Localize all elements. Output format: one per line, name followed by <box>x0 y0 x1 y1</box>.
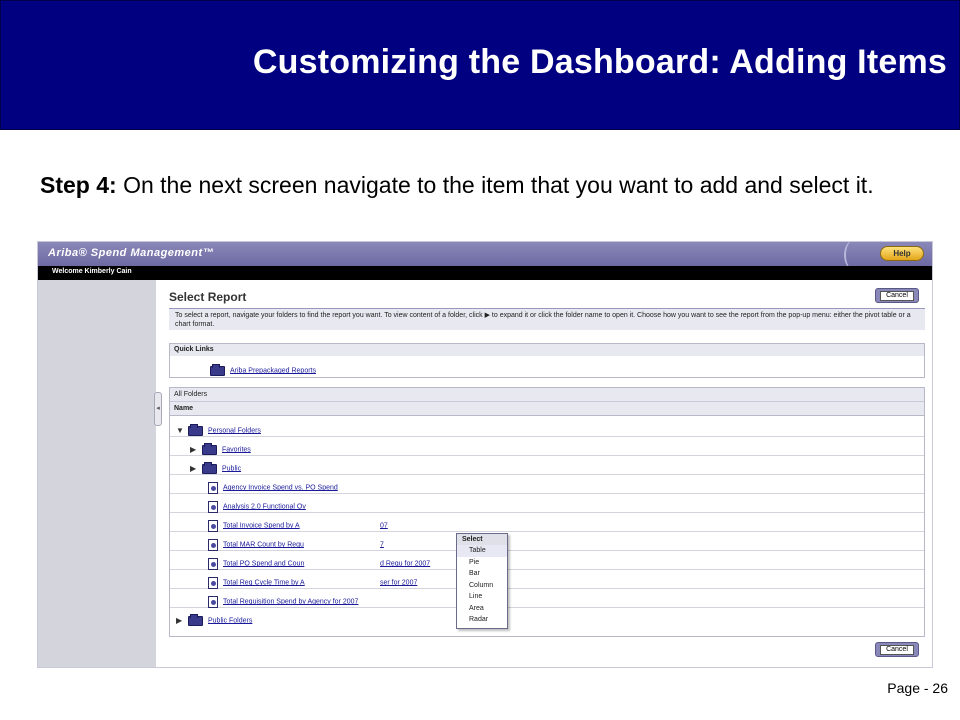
report-icon <box>208 501 218 513</box>
title-banner <box>0 0 960 130</box>
public-link[interactable]: Public <box>222 465 242 473</box>
report-link-tail[interactable]: ser for 2007 <box>380 579 418 587</box>
folder-icon <box>202 464 217 474</box>
report-icon <box>208 520 218 532</box>
menu-item-area[interactable]: Area <box>469 604 484 612</box>
folder-icon <box>188 616 203 626</box>
report-row <box>170 570 924 589</box>
quick-link-item[interactable] <box>210 362 316 380</box>
step-text: On the next screen navigate to the item that you want to add and select it. <box>116 172 874 198</box>
report-link[interactable]: Agency Invoice Spend vs. PO Spend <box>223 484 338 492</box>
cancel-label: Cancel <box>880 645 914 655</box>
page-title: Select Report <box>169 290 247 304</box>
name-column-header: Name <box>170 402 924 416</box>
report-icon <box>208 596 218 608</box>
expand-arrow-icon[interactable]: ▶ <box>176 616 183 626</box>
expand-arrow-icon[interactable]: ▶ <box>190 464 197 474</box>
report-row <box>170 589 924 608</box>
report-link[interactable]: Analysis 2.0 Functional Ov <box>223 503 306 511</box>
report-row <box>170 551 924 570</box>
menu-item-bar[interactable]: Bar <box>469 570 480 577</box>
report-icon <box>208 482 218 494</box>
report-icon <box>208 539 218 551</box>
expand-arrow-icon[interactable]: ▶ <box>190 445 197 455</box>
menu-item-pie[interactable]: Pie <box>469 558 480 566</box>
cancel-button-top[interactable] <box>875 288 919 303</box>
report-link[interactable]: Total Invoice Spend by A <box>223 522 300 530</box>
tree-row <box>170 437 924 456</box>
open-folder-icon <box>188 426 203 436</box>
quick-link-label[interactable]: Ariba Prepackaged Reports <box>230 367 316 375</box>
menu-item-column[interactable]: Column <box>469 581 494 589</box>
menu-item-table[interactable]: Table <box>457 545 507 557</box>
favorites-link[interactable]: Favorites <box>222 446 251 454</box>
report-link-tail[interactable]: 7 <box>380 541 384 549</box>
tree-row <box>170 456 924 475</box>
page-number: Page - 26 <box>887 680 948 696</box>
report-link[interactable]: Total Requisition Spend by Agency for 2007 <box>223 598 359 606</box>
menu-item-radar[interactable]: Radar <box>469 616 489 623</box>
all-folders-header: All Folders <box>170 388 924 402</box>
report-link-tail[interactable]: d Requ for 2007 <box>380 560 431 568</box>
slide-title: Customizing the Dashboard: Adding Items <box>252 43 947 81</box>
report-row <box>170 532 924 551</box>
quick-links-header: Quick Links <box>170 344 924 356</box>
help-button[interactable]: Help <box>880 246 924 261</box>
select-popup-menu <box>456 533 508 629</box>
folder-icon <box>202 445 217 455</box>
all-folders-panel <box>169 387 925 637</box>
app-header <box>38 242 933 266</box>
report-row <box>170 494 924 513</box>
select-menu-header: Select <box>457 534 507 545</box>
report-icon <box>208 577 218 589</box>
left-sidebar <box>38 280 156 668</box>
welcome-text: Welcome Kimberly Cain <box>52 268 132 275</box>
report-link[interactable]: Total MAR Count by Requ <box>223 541 304 549</box>
report-link-tail[interactable]: 07 <box>380 522 388 530</box>
report-row <box>170 513 924 532</box>
main-content <box>167 280 927 668</box>
app-screenshot <box>37 241 933 668</box>
step-label: Step 4: <box>40 172 117 198</box>
report-link[interactable]: Total PO Spend and Coun <box>223 560 305 568</box>
tree-row <box>170 608 924 627</box>
instructions-text: To select a report, navigate your folders to find the report you want. To view content of a folder, click ▶ to expand it or click the folder name to open it. Choose how you want to see the report from the pop-up menu: either the pivot table or a chart format. <box>169 308 925 330</box>
welcome-bar <box>38 266 933 280</box>
report-icon <box>208 558 218 570</box>
folder-icon <box>210 366 225 376</box>
report-row <box>170 475 924 494</box>
quick-links-panel <box>169 343 925 378</box>
menu-item-line[interactable]: Line <box>469 593 483 600</box>
ariba-logo: Ariba® Spend Management™ <box>48 247 215 259</box>
step-instruction <box>40 170 920 201</box>
report-link[interactable]: Total Req Cycle Time by A <box>223 579 305 587</box>
collapse-sidebar-handle[interactable]: ◂ <box>154 392 162 426</box>
public-folders-link[interactable]: Public Folders <box>208 617 253 625</box>
expanded-arrow-icon[interactable]: ▼ <box>176 426 184 436</box>
cancel-button-bottom[interactable] <box>875 642 919 657</box>
tree-row <box>170 418 924 437</box>
personal-folders-link[interactable]: Personal Folders <box>208 427 261 435</box>
cancel-label: Cancel <box>880 291 914 301</box>
